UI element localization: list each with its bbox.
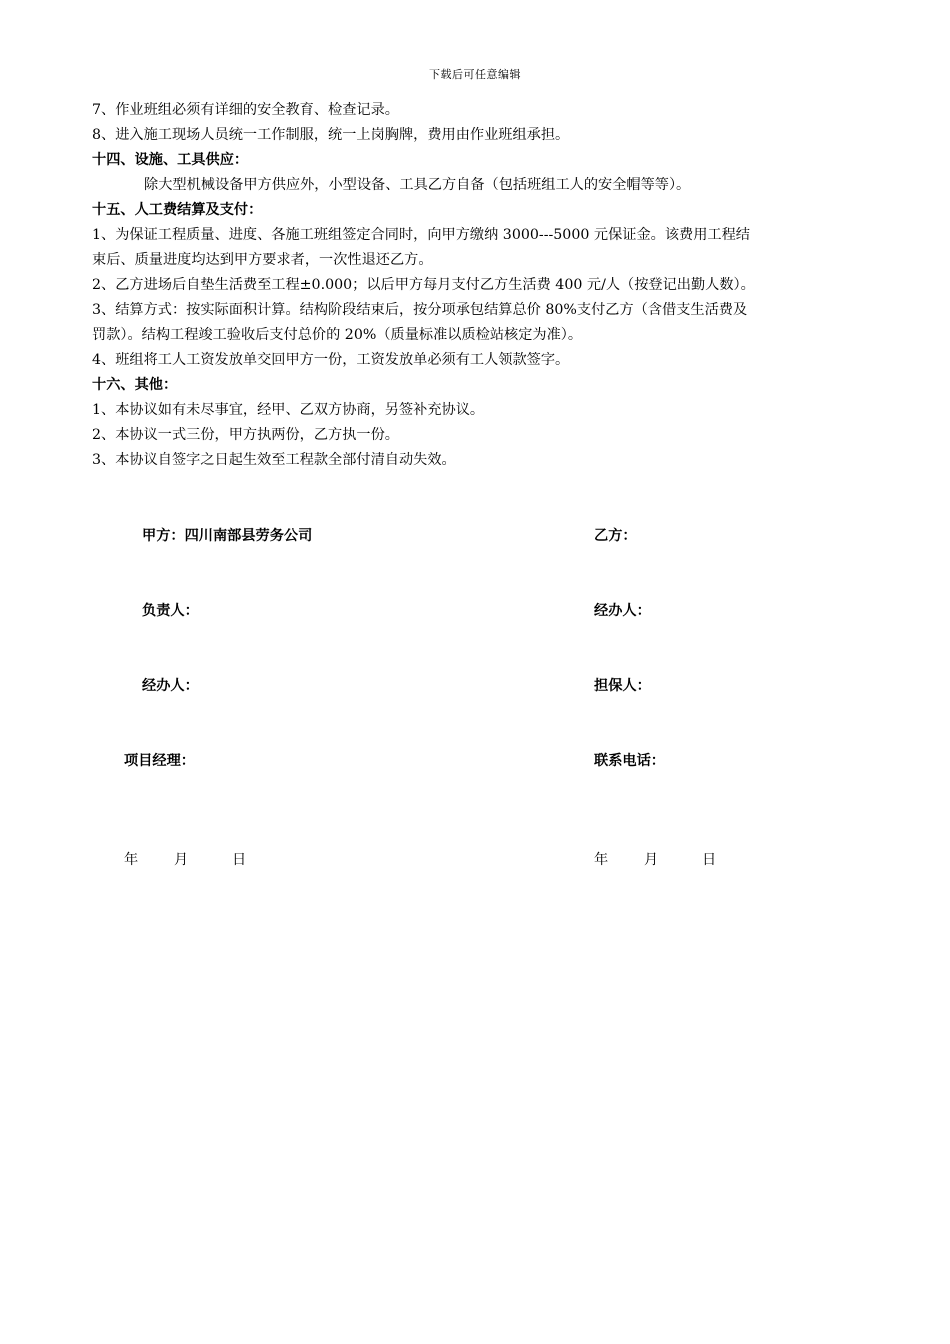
clause-8: 8、进入施工现场人员统一工作制服，统一上岗胸牌，费用由作业班组承担。 [92,127,570,143]
section-15-item-4: 4、班组将工人工资发放单交回甲方一份，工资发放单必须有工人领款签字。 [92,352,570,368]
section-15-item-2: 2、乙方进场后自垫生活费至工程±0.000；以后甲方每月支付乙方生活费 400 元/人（按登记出勤人数）。 [92,277,755,293]
year-label: 年 [594,852,609,868]
party-a-date [124,849,246,869]
party-a-handler-label: 经办人： [142,678,199,694]
section-16-item-1: 1、本协议如有未尽事宜，经甲、乙双方协商，另签补充协议。 [92,402,485,418]
responsible-person-label: 负责人： [142,603,199,619]
section-14-text: 除大型机械设备甲方供应外，小型设备、工具乙方自备（包括班组工人的安全帽等等）。 [144,177,691,193]
section-15-heading: 十五、人工费结算及支付： [92,202,263,218]
year-label: 年 [124,852,139,868]
section-16-item-2: 2、本协议一式三份，甲方执两份，乙方执一份。 [92,427,399,443]
section-16-heading: 十六、其他： [92,377,178,393]
month-label: 月 [174,852,189,868]
phone-label: 联系电话： [594,753,665,769]
section-15-item-3-line-2: 罚款）。结构工程竣工验收后支付总价的 20%（质量标准以质检站核定为准）。 [92,327,583,343]
party-b-date [594,849,716,869]
clause-7: 7、作业班组必须有详细的安全教育、检查记录。 [92,102,399,118]
section-14-heading: 十四、设施、工具供应： [92,152,249,168]
section-16-item-3: 3、本协议自签字之日起生效至工程款全部付清自动失效。 [92,452,456,468]
section-15-item-3-line-1: 3、结算方式：按实际面积计算。结构阶段结束后，按分项承包结算总价 80%支付乙方（含借支生活费及 [92,302,748,318]
guarantor-label: 担保人： [594,678,651,694]
page-header: 下载后可任意编辑 [429,68,521,81]
party-b-label: 乙方： [594,528,637,544]
section-15-item-1-line-2: 束后、质量进度均达到甲方要求者，一次性退还乙方。 [92,252,433,268]
party-a-label: 甲方：四川南部县劳务公司 [142,528,313,544]
day-label: 日 [232,852,247,868]
project-manager-label: 项目经理： [124,753,195,769]
agreement-body [92,98,872,473]
section-15-item-1-line-1: 1、为保证工程质量、进度、各施工班组签定合同时，向甲方缴纳 3000---5000 元保证金。该费用工程结 [92,227,750,243]
day-label: 日 [702,852,717,868]
month-label: 月 [644,852,659,868]
party-b-handler-label: 经办人： [594,603,651,619]
